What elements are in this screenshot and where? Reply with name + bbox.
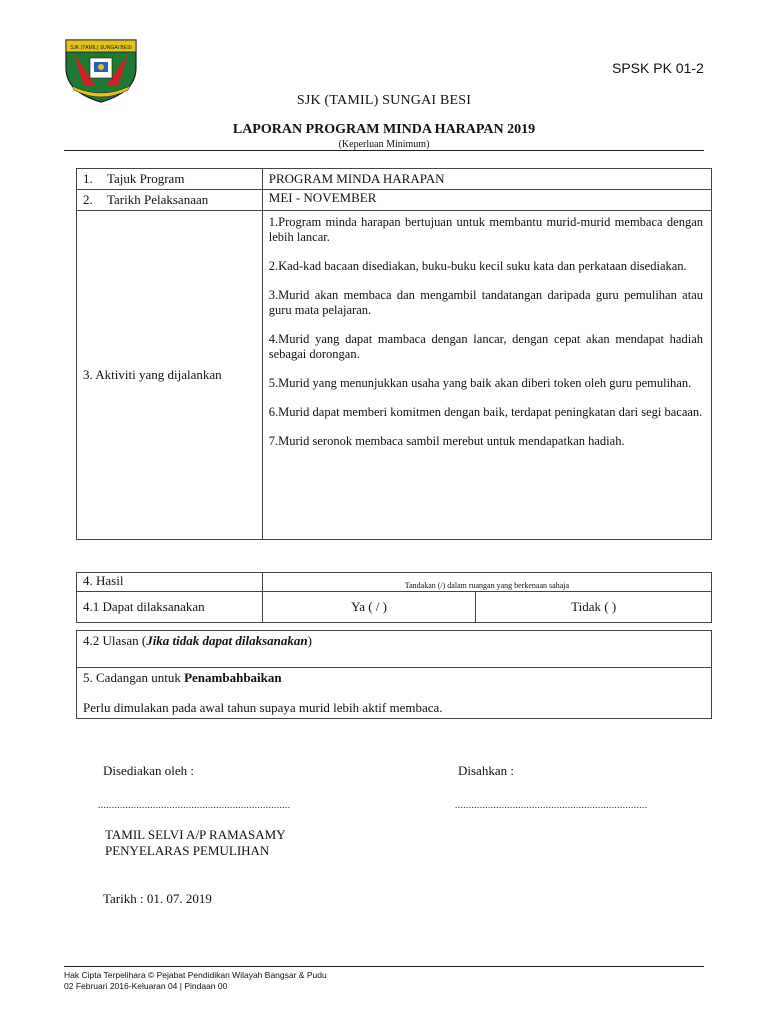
row-number: 1. [83, 171, 93, 186]
table-row [77, 190, 712, 211]
prepared-by-label: Disediakan oleh : [103, 763, 194, 778]
activity-item: 6.Murid dapat memberi komitmen dengan baik, terdapat peningkatan dari segi bacaan. [268, 405, 703, 419]
program-title-label: Tajuk Program [107, 171, 185, 186]
report-subtitle: (Keperluan Minimum) [338, 139, 430, 150]
activity-item: 5.Murid yang menunjukkan usaha yang baik akan diberi token oleh guru pemulihan. [268, 376, 692, 390]
document-code: SPSK PK 01-2 [612, 60, 704, 76]
signature-line-left: ...................................................................... [98, 800, 291, 810]
program-date-label: Tarikh Pelaksanaan [107, 192, 209, 207]
signature-line-right: ...................................................................... [455, 800, 648, 810]
comment-label-emphasis: Jika tidak dapat dilaksanakan [146, 633, 308, 648]
implemented-label: 4.1 Dapat dilaksanakan [77, 592, 263, 623]
preparer-position: PENYELARAS PEMULIHAN [105, 843, 270, 858]
yes-option[interactable]: Ya ( / ) [262, 592, 476, 623]
table-row [77, 668, 712, 719]
program-date-value: MEI - NOVEMBER [262, 190, 711, 211]
result-label: 4. Hasil [77, 573, 263, 592]
activity-item: 7.Murid seronok membaca sambil merebut untuk mendapatkan hadiah. [268, 434, 625, 448]
comment-table [76, 630, 712, 719]
row-number: 2. [83, 192, 93, 207]
preparer-name: TAMIL SELVI A/P RAMASAMY [105, 827, 286, 842]
activities-cell [262, 211, 711, 540]
table-row [77, 631, 712, 668]
table-row [77, 573, 712, 592]
program-title-label-cell [77, 169, 263, 190]
activity-item: 3.Murid akan membaca dan mengambil tandatangan daripada guru pemulihan atau guru mata pelajaran. [268, 288, 703, 317]
table-row [77, 211, 712, 540]
activity-item: 2.Kad-kad bacaan disediakan, buku-buku kecil suku kata dan perkataan disediakan. [268, 259, 687, 273]
activity-item: 4.Murid yang dapat mambaca dengan lancar, dengan cepat akan mendapat hadiah sebagai dorongan. [268, 332, 703, 361]
logo-text: SJK (TAMIL) SUNGAI BESI [70, 45, 132, 51]
comment-cell [77, 631, 712, 668]
table-row [77, 169, 712, 190]
footer-copyright: Hak Cipta Terpelihara © Pejabat Pendidikan Wilayah Bangsar & Pudu [64, 970, 327, 980]
suggestion-cell [77, 668, 712, 719]
comment-label-prefix: 4.2 Ulasan ( [83, 633, 147, 648]
approved-by-label: Disahkan : [458, 763, 514, 778]
program-date-label-cell [77, 190, 263, 211]
suggestion-label-emphasis: Penambahbaikan [184, 670, 282, 685]
activity-item: 1.Program minda harapan bertujuan untuk membantu murid-murid membaca dengan lebih lancar. [268, 215, 703, 244]
school-name: SJK (TAMIL) SUNGAI BESI [296, 93, 472, 108]
result-table [76, 572, 712, 623]
footer-version: 02 Februari 2016-Keluaran 04 | Pindaan 00 [64, 981, 228, 991]
suggestion-label-prefix: 5. Cadangan untuk [83, 670, 185, 685]
result-instruction: Tandakan (/) dalam ruangan yang berkenaan sahaja [262, 573, 711, 592]
comment-label-suffix: ) [307, 633, 312, 648]
table-row [77, 592, 712, 623]
suggestion-text: Perlu dimulakan pada awal tahun supaya murid lebih aktif membaca. [83, 700, 443, 715]
report-date: Tarikh : 01. 07. 2019 [103, 891, 212, 906]
activities-label: 3. Aktiviti yang dijalankan [77, 211, 263, 540]
no-option[interactable]: Tidak ( ) [476, 592, 712, 623]
program-table [76, 168, 712, 540]
report-title: LAPORAN PROGRAM MINDA HARAPAN 2019 [232, 122, 536, 137]
program-title-value: PROGRAM MINDA HARAPAN [262, 169, 711, 190]
footer-divider [64, 966, 704, 967]
header-divider [64, 150, 704, 151]
